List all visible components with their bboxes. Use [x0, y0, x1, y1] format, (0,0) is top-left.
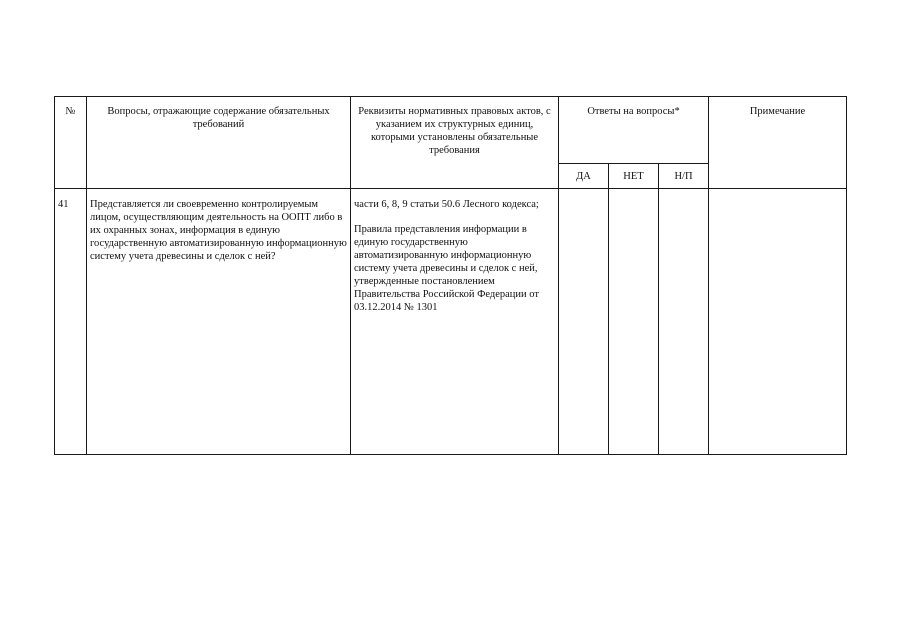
header-questions: Вопросы, отражающие содержание обязательных требований: [87, 97, 351, 189]
row-number: 41: [55, 189, 87, 455]
requisite-item: части 6, 8, 9 статьи 50.6 Лесного кодекса;: [354, 199, 539, 210]
header-requisites: Реквизиты нормативных правовых актов, с указанием их структурных единиц, которыми установлены обязательные требования: [351, 97, 559, 189]
checklist-page: [54, 96, 846, 455]
header-answer-na: Н/П: [659, 164, 709, 189]
answer-yes-cell[interactable]: [559, 189, 609, 455]
header-answers: Ответы на вопросы*: [559, 97, 709, 164]
header-note: Примечание: [709, 97, 847, 189]
header-answer-yes: ДА: [559, 164, 609, 189]
requisite-item: Правила представления информации в единую государственную автоматизированную информационную систему учета древесины и сделок с ней, утвержденные постановлением Правительства Российской Федерации от 03.12.2014 № 1301: [354, 224, 539, 313]
row-requisites: [351, 189, 559, 455]
header-answer-no: НЕТ: [609, 164, 659, 189]
header-number: №: [55, 97, 87, 189]
note-cell[interactable]: [709, 189, 847, 455]
checklist-table: [54, 96, 847, 455]
answer-na-cell[interactable]: [659, 189, 709, 455]
table-row: [55, 189, 847, 455]
answer-no-cell[interactable]: [609, 189, 659, 455]
row-question: Представляется ли своевременно контролируемым лицом, осуществляющим деятельность на ООПТ либо в их охранных зонах, информация в единую государственную автоматизированную информационную систему учета древесины и сделок с ней?: [87, 189, 351, 455]
header-row: [55, 97, 847, 164]
